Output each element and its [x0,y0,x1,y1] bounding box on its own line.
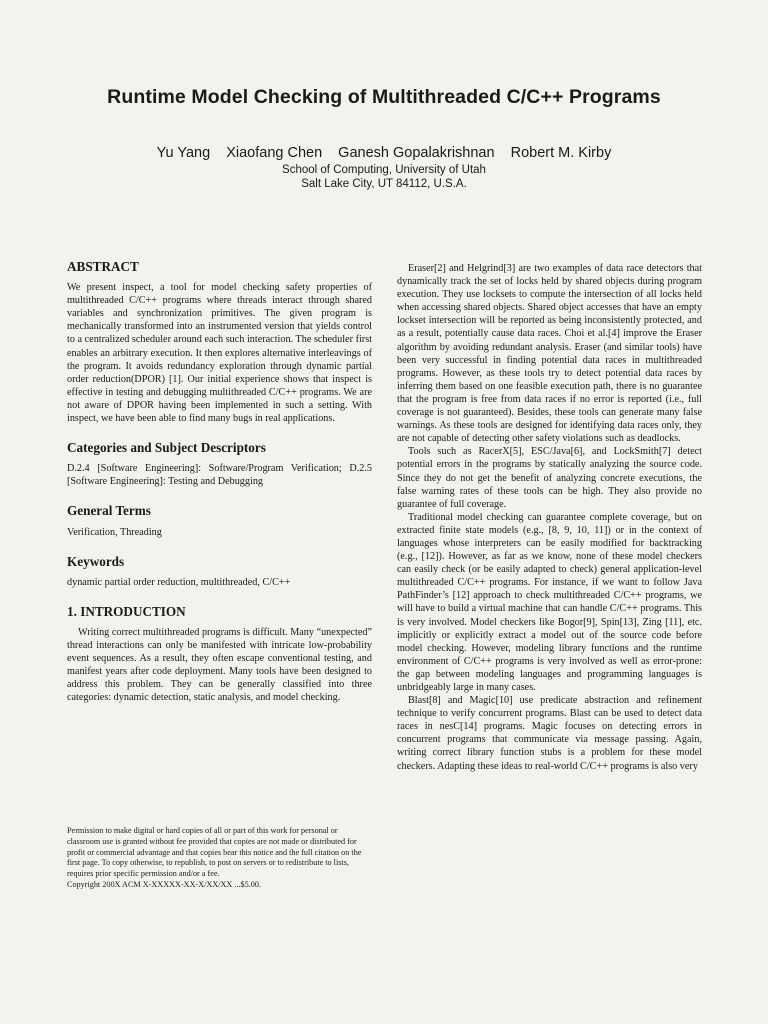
keywords-text: dynamic partial order reduction, multithreaded, C/C++ [67,576,291,588]
categories-text: D.2.4 [Software Engineering]: Software/Program Verification; D.2.5 [Software Engineering]: Testing and Debugging [67,463,372,488]
permission-notice [67,826,372,891]
author-name: Robert M. Kirby [510,145,612,161]
left-column [67,260,372,704]
paper-title: Runtime Model Checking of Multithreaded C/C++ Programs [107,86,661,108]
permission-text: Permission to make digital or hard copies of all or part of this work for personal or classroom use is granted without fee provided that copies are not made or distributed for profit or commercial advantage and that copies bear this notice and the full citation on the first page. To copy otherwise, to republish, to post on servers or to redistribute to lists, requires prior specific permission and/or a fee. [67,826,362,879]
section-heading-general-terms: General Terms [67,503,151,519]
affiliation-line: School of Computing, University of Utah [282,164,486,176]
body-paragraph: Blast[8] and Magic[10] use predicate abstraction and refinement technique to verify concurrent programs. Blast can be used to detect data races in nesC[14] programs. Magic focuses on detecting errors in concurrent programs that communicate via message passing. Again, writing correct library function stubs is a problem for these model checkers. Adapting these ideas to real-world C/C++ programs is also very [397,695,702,772]
author-name: Ganesh Gopalakrishnan [338,145,495,161]
author-name: Xiaofang Chen [226,145,323,161]
author-name: Yu Yang [156,145,211,161]
general-terms-text: Verification, Threading [67,526,162,538]
section-heading-keywords: Keywords [67,553,125,569]
abstract-text: We present inspect, a tool for model checking safety properties of multithreaded C/C++ programs where threads interact through shared variables and synchronization primitives. The given program is mechanically transformed into an instrumented version that yields control to a centralized scheduler around each such interaction. The scheduler first enables an arbitrary execution. It then explores alternative interleavings of the program. It avoids redundancy exploration through dynamic partial order reduction(DPOR) [1]. Our initial experience shows that inspect is effective in testing and debugging multithreaded C/C++ programs. We are not aware of DPOR having been implemented in such a setting. With inspect, we have been able to find many bugs in real applications. [67,282,372,425]
body-paragraph: Traditional model checking can guarantee complete coverage, but on extracted finite state models (e.g., [8, 9, 10, 11]) or in the context of languages whose interpreters can be easily modified for backtracking (e.g., [12]). However, as far as we know, none of these model checkers can easily check (or be easily adapted to check) general application-level multithreaded C/C++ programs. For instance, if we want to follow Java PathFinder’s [12] approach to check multithreaded C/C++ programs, we will have to build a virtual machine that can handle C/C++ programs. This is very involved. Model checkers like Bogor[9], Spin[13], Zing [11], etc. implicitly or explicitly extract a model out of the source code before model checking. However, modeling library functions and the runtime environment of C/C++ programs is very involved as well as error-prone: the gap between modeling languages and programming languages is unbridgeably large in many cases. [397,511,702,693]
affiliation-line: Salt Lake City, UT 84112, U.S.A. [301,178,467,190]
introduction-text: Writing correct multithreaded programs is difficult. Many “unexpected” thread interactions can only be manifested with intricate low-probability event sequences. As a result, they often escape conventional testing, and manifest years after code deployment. Many tools have been designed to address this problem. They can be generally classified into three categories: dynamic detection, static analysis, and model checking. [67,626,372,704]
right-column [397,262,702,773]
author-list [0,145,768,161]
copyright-text: Copyright 200X ACM X-XXXXX-XX-X/XX/XX ...$5.00. [67,879,261,889]
body-paragraph: Eraser[2] and Helgrind[3] are two examples of data race detectors that dynamically track the set of locks held by shared objects during program execution. They use locksets to compute the intersection of all locks held when accessing shared objects. Shared object accesses that have an empty lockset intersection will be reported as being inconsistently protected, and as a result, potentially cause data races. Choi et al.[4] improve the Eraser algorithm by avoiding redundant analysis. Eraser (and similar tools) have been very successful in finding potential data races in multithreaded programs. However, as these tools try to detect potential data races by inferring them based on one feasible execution path, there is no guarantee that the program is free from data races if no error is reported (i.e., full coverage is not guaranteed). Besides, these tools can generate many false warnings. As these tools are designed for identifying data races only, they are not capable of detecting other safety violations such as deadlocks. [397,263,702,445]
section-heading-categories: Categories and Subject Descriptors [67,440,266,456]
section-heading-abstract: ABSTRACT [67,259,139,274]
body-paragraph: Tools such as RacerX[5], ESC/Java[6], and LockSmith[7] detect potential errors in the programs by statically analyzing the source code. Since they do not get the benefit of analyzing concrete executions, the false warning rates of these tools can be high. They also provide no guarantee of full coverage. [397,446,702,510]
section-heading-introduction: 1. INTRODUCTION [67,603,186,619]
